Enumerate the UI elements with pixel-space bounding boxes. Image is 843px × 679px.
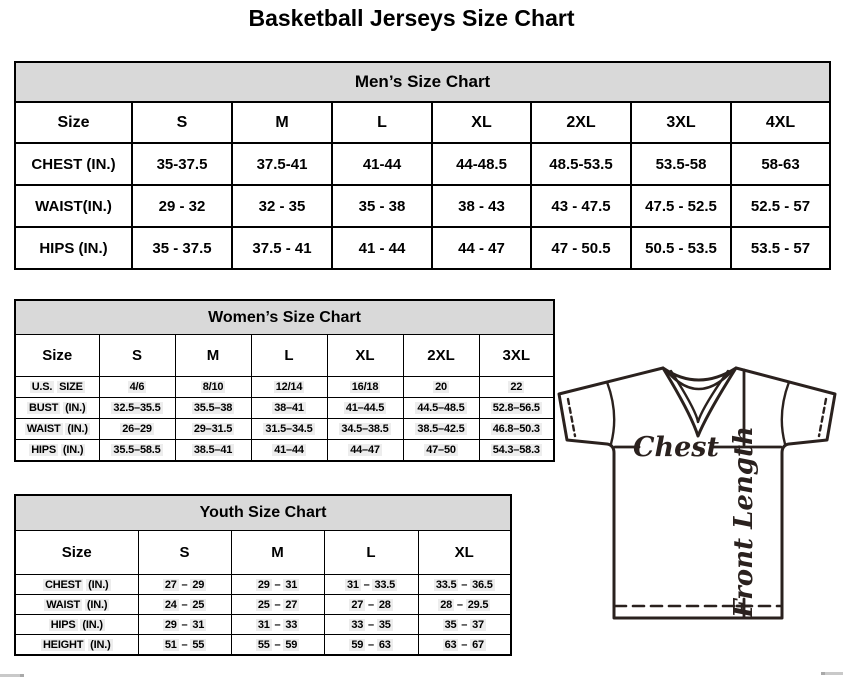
highlighted-text: 29 xyxy=(164,618,177,631)
highlighted-text: 44–47 xyxy=(350,444,380,456)
highlighted-text: 16/18 xyxy=(351,381,379,393)
highlighted-text: (IN.) xyxy=(67,423,88,435)
table-row xyxy=(15,143,830,185)
column-header-cell: M xyxy=(232,102,332,143)
highlighted-text: 35 xyxy=(444,618,457,631)
highlighted-text: 24 xyxy=(164,598,177,611)
row-label-cell: WAIST(IN.) xyxy=(15,185,132,227)
value-cell: 35-37.5 xyxy=(132,143,232,185)
highlighted-text: (IN.) xyxy=(65,402,86,414)
highlighted-text: 8/10 xyxy=(202,381,224,393)
value-cell xyxy=(327,398,403,419)
column-header-cell: Size xyxy=(15,102,132,143)
value-cell: 33.5 – 36.5 xyxy=(418,575,511,595)
highlighted-text: 33 xyxy=(285,618,298,631)
column-header-cell: S xyxy=(138,531,231,575)
highlighted-text: 27 xyxy=(164,578,177,591)
table-row xyxy=(15,575,511,595)
highlighted-text: 32.5–35.5 xyxy=(113,402,161,414)
highlighted-text: 29–31.5 xyxy=(193,423,233,435)
highlighted-text: (IN.) xyxy=(62,444,84,456)
highlighted-text: 29.5 xyxy=(467,598,489,611)
value-cell xyxy=(479,419,554,440)
value-cell: 47.5 - 52.5 xyxy=(631,185,731,227)
highlighted-text: 4/6 xyxy=(129,381,145,393)
value-cell xyxy=(327,440,403,462)
row-label-cell xyxy=(15,635,138,656)
value-cell: 31 – 33.5 xyxy=(324,575,418,595)
table-title: Women’s Size Chart xyxy=(15,300,554,335)
column-header-cell: 2XL xyxy=(403,335,479,377)
value-cell xyxy=(403,377,479,398)
highlighted-text: 51 xyxy=(164,638,177,651)
value-cell xyxy=(99,419,175,440)
value-cell: 24 – 25 xyxy=(138,595,231,615)
scrollbar-fragment-right[interactable] xyxy=(821,672,843,675)
highlighted-text: U.S. xyxy=(31,381,53,393)
value-cell xyxy=(479,398,554,419)
womens-size-table xyxy=(14,299,555,462)
highlighted-text: 25 xyxy=(257,598,270,611)
column-header-cell: M xyxy=(175,335,251,377)
youth-size-table xyxy=(14,494,512,656)
highlighted-text: 29 xyxy=(192,578,205,591)
value-cell: 25 – 27 xyxy=(231,595,324,615)
highlighted-text: SIZE xyxy=(59,381,83,393)
highlighted-text: WAIST xyxy=(26,423,61,435)
value-cell xyxy=(403,419,479,440)
value-cell: 53.5 - 57 xyxy=(731,227,830,269)
highlighted-text: 25 xyxy=(192,598,205,611)
chest-label: Chest xyxy=(633,432,719,463)
page-title: Basketball Jerseys Size Chart xyxy=(248,5,575,31)
highlighted-text: 52.8–56.5 xyxy=(492,402,540,414)
row-label-cell: CHEST (IN.) xyxy=(15,143,132,185)
mens-size-table xyxy=(14,61,831,270)
table-title: Youth Size Chart xyxy=(15,495,511,531)
highlighted-text: 33 xyxy=(351,618,364,631)
value-cell xyxy=(327,377,403,398)
highlighted-text: 41–44.5 xyxy=(345,402,385,414)
value-cell xyxy=(327,419,403,440)
highlighted-text: 63 xyxy=(444,638,457,651)
value-cell: 50.5 - 53.5 xyxy=(631,227,731,269)
value-cell: 55 – 59 xyxy=(231,635,324,656)
value-cell: 37.5-41 xyxy=(232,143,332,185)
value-cell xyxy=(251,440,327,462)
row-label-cell xyxy=(15,615,138,635)
value-cell: 41-44 xyxy=(332,143,432,185)
column-header-cell: S xyxy=(99,335,175,377)
highlighted-text: (IN.) xyxy=(88,578,109,591)
value-cell: 27 – 28 xyxy=(324,595,418,615)
highlighted-text: 31 xyxy=(257,618,270,631)
table-row xyxy=(15,440,554,462)
value-cell xyxy=(99,377,175,398)
column-header-cell: Size xyxy=(15,531,138,575)
highlighted-text: 26–29 xyxy=(122,423,152,435)
value-cell xyxy=(99,440,175,462)
jersey-outline-shape xyxy=(559,368,835,618)
column-header-cell: L xyxy=(332,102,432,143)
value-cell xyxy=(175,398,251,419)
value-cell: 31 – 33 xyxy=(231,615,324,635)
highlighted-text: 27 xyxy=(351,598,364,611)
row-label-cell xyxy=(15,377,99,398)
column-header-cell: L xyxy=(251,335,327,377)
value-cell xyxy=(479,440,554,462)
column-header-cell: Size xyxy=(15,335,99,377)
highlighted-text: 12/14 xyxy=(275,381,303,393)
highlighted-text: 36.5 xyxy=(472,578,493,591)
highlighted-text: 37 xyxy=(472,618,484,631)
highlighted-text: 54.3–58.3 xyxy=(492,444,540,456)
value-cell: 53.5-58 xyxy=(631,143,731,185)
table-row xyxy=(15,595,511,615)
value-cell: 41 - 44 xyxy=(332,227,432,269)
highlighted-text: 55 xyxy=(257,638,270,651)
scrollbar-fragment-left[interactable] xyxy=(0,674,24,677)
highlighted-text: 38.5–41 xyxy=(193,444,233,456)
highlighted-text: 35.5–58.5 xyxy=(113,444,161,456)
highlighted-text: 28 xyxy=(378,598,391,611)
value-cell: 48.5-53.5 xyxy=(531,143,631,185)
value-cell: 35 – 37 xyxy=(418,615,511,635)
highlighted-text: 63 xyxy=(378,638,391,651)
highlighted-text: (IN.) xyxy=(86,598,108,611)
highlighted-text: 20 xyxy=(435,381,447,393)
value-cell xyxy=(403,440,479,462)
highlighted-text: 67 xyxy=(472,638,484,651)
highlighted-text: 22 xyxy=(510,381,523,393)
value-cell: 29 – 31 xyxy=(138,615,231,635)
highlighted-text: 46.8–50.3 xyxy=(492,423,540,435)
row-label-cell xyxy=(15,398,99,419)
highlighted-text: CHEST xyxy=(44,578,82,591)
value-cell xyxy=(175,419,251,440)
highlighted-text: 59 xyxy=(351,638,364,651)
value-cell: 58-63 xyxy=(731,143,830,185)
value-cell: 44 - 47 xyxy=(432,227,531,269)
highlighted-text: 38–41 xyxy=(274,402,304,414)
table-title: Men’s Size Chart xyxy=(15,62,830,102)
highlighted-text: 29 xyxy=(257,578,270,591)
front-length-label: Front Length xyxy=(729,426,759,618)
highlighted-text: 44.5–48.5 xyxy=(417,402,465,414)
column-header-cell: XL xyxy=(432,102,531,143)
value-cell xyxy=(403,398,479,419)
value-cell: 29 – 31 xyxy=(231,575,324,595)
value-cell: 33 – 35 xyxy=(324,615,418,635)
column-header-cell: 3XL xyxy=(479,335,554,377)
highlighted-text: WAIST xyxy=(46,598,81,611)
table-row xyxy=(15,377,554,398)
value-cell xyxy=(251,419,327,440)
highlighted-text: 35 xyxy=(378,618,391,631)
value-cell xyxy=(251,377,327,398)
highlighted-text: 31.5–34.5 xyxy=(265,423,313,435)
value-cell xyxy=(175,440,251,462)
column-header-cell: 4XL xyxy=(731,102,830,143)
table-row xyxy=(15,227,830,269)
highlighted-text: 34.5–38.5 xyxy=(341,423,389,435)
highlighted-text: 55 xyxy=(192,638,205,651)
table-row xyxy=(15,419,554,440)
column-header-cell: 2XL xyxy=(531,102,631,143)
value-cell: 35 - 38 xyxy=(332,185,432,227)
value-cell xyxy=(99,398,175,419)
value-cell xyxy=(251,398,327,419)
value-cell: 29 - 32 xyxy=(132,185,232,227)
highlighted-text: 35.5–38 xyxy=(193,402,233,414)
value-cell: 27 – 29 xyxy=(138,575,231,595)
value-cell: 43 - 47.5 xyxy=(531,185,631,227)
value-cell: 32 - 35 xyxy=(232,185,332,227)
highlighted-text: (IN.) xyxy=(90,638,111,651)
highlighted-text: HIPS xyxy=(50,618,76,631)
column-header-cell: XL xyxy=(327,335,403,377)
value-cell: 47 - 50.5 xyxy=(531,227,631,269)
value-cell xyxy=(175,377,251,398)
highlighted-text: 33.5 xyxy=(374,578,396,591)
column-header-cell: S xyxy=(132,102,232,143)
table-row xyxy=(15,185,830,227)
value-cell: 51 – 55 xyxy=(138,635,231,656)
highlighted-text: 47–50 xyxy=(426,444,456,456)
column-header-cell: 3XL xyxy=(631,102,731,143)
highlighted-text: 31 xyxy=(192,618,205,631)
highlighted-text: (IN.) xyxy=(82,618,103,631)
row-label-cell: HIPS (IN.) xyxy=(15,227,132,269)
table-row xyxy=(15,398,554,419)
value-cell: 35 - 37.5 xyxy=(132,227,232,269)
highlighted-text: HEIGHT xyxy=(42,638,84,651)
value-cell: 37.5 - 41 xyxy=(232,227,332,269)
highlighted-text: 31 xyxy=(285,578,298,591)
table-row xyxy=(15,635,511,656)
column-header-cell: XL xyxy=(418,531,511,575)
highlighted-text: 31 xyxy=(346,578,359,591)
value-cell: 59 – 63 xyxy=(324,635,418,656)
column-header-cell: M xyxy=(231,531,324,575)
highlighted-text: 28 xyxy=(440,598,453,611)
value-cell: 44-48.5 xyxy=(432,143,531,185)
row-label-cell xyxy=(15,575,138,595)
row-label-cell xyxy=(15,595,138,615)
highlighted-text: BUST xyxy=(29,402,59,414)
row-label-cell xyxy=(15,419,99,440)
column-header-cell: L xyxy=(324,531,418,575)
highlighted-text: 27 xyxy=(285,598,298,611)
table-row xyxy=(15,615,511,635)
highlighted-text: 38.5–42.5 xyxy=(417,423,465,435)
jersey-diagram xyxy=(551,352,843,630)
highlighted-text: 33.5 xyxy=(435,578,457,591)
highlighted-text: 41–44 xyxy=(274,444,304,456)
value-cell: 28 – 29.5 xyxy=(418,595,511,615)
highlighted-text: 59 xyxy=(285,638,298,651)
highlighted-text: HIPS xyxy=(31,444,57,456)
value-cell: 52.5 - 57 xyxy=(731,185,830,227)
value-cell xyxy=(479,377,554,398)
value-cell: 38 - 43 xyxy=(432,185,531,227)
row-label-cell xyxy=(15,440,99,462)
value-cell: 63 – 67 xyxy=(418,635,511,656)
